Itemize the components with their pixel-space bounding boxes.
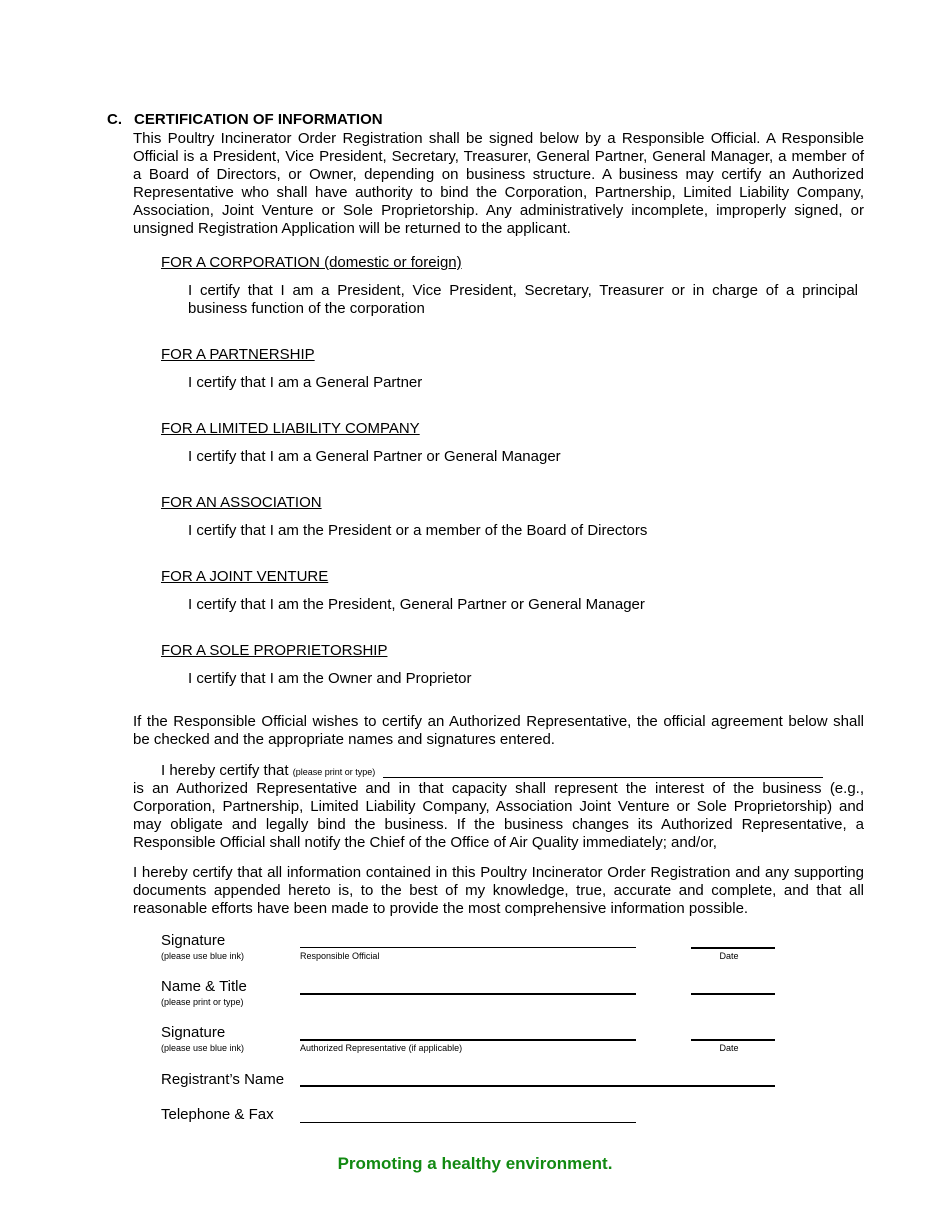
association-statement: I certify that I am the President or a member of the Board of Directors [188,522,648,539]
authorized-date-caption: Date [719,1043,739,1053]
final-certification-paragraph: I hereby certify that all information contained in this Poultry Incinerator Order Registration and any supporting documents appended hereto is, to the best of my knowledge, true, accurate and complete, and that all reasonable efforts have been made to provide the most comprehensive information possible. [133,864,864,917]
llc-statement: I certify that I am a General Partner or General Manager [188,448,561,465]
intro-paragraph: This Poultry Incinerator Order Registration shall be signed below by a Responsible Official. A Responsible Official is a President, Vice President, Secretary, Treasurer, General Partner, General Manager, a member of a Board of Directors, or Owner, depending on business structure. A business may certify an Authorized Representative who shall have authority to bind the Corporation, Partnership, Limited Liability Company, Association, Joint Venture or Sole Proprietorship. Any administratively incomplete, improperly signed, or unsigned Registration Application will be returned to the applicant. [133,130,864,237]
association-heading: FOR AN ASSOCIATION [161,494,322,511]
section-title: CERTIFICATION OF INFORMATION [134,111,383,128]
llc-heading: FOR A LIMITED LIABILITY COMPANY [161,420,420,437]
sole-proprietorship-heading: FOR A SOLE PROPRIETORSHIP [161,642,388,659]
joint-venture-statement: I certify that I am the President, General Partner or General Manager [188,596,645,613]
authorized-rep-signature-field[interactable] [300,1039,636,1041]
corporation-heading: FOR A CORPORATION (domestic or foreign) [161,254,462,271]
signature-hint: (please use blue ink) [161,951,245,961]
registrant-name-field[interactable] [300,1085,775,1087]
authorized-date-field[interactable] [691,1039,775,1041]
partnership-statement: I certify that I am a General Partner [188,374,423,391]
responsible-official-caption: Responsible Official [300,951,380,961]
section-letter: C. [107,111,122,128]
authorized-rep-name-field[interactable] [383,777,823,778]
registrant-name-label: Registrant’s Name [161,1071,285,1088]
name-title-date-field[interactable] [691,993,775,995]
authorized-rep-paragraph: is an Authorized Representative and in that capacity shall represent the interest of the business (e.g., Corporation, Partnership, Limited Liability Company, Association Joint Venture or Sole Proprietorship) and may obligate and legally bind the business. If the business changes its Authorized Representative, a Responsible Official shall notify the Chief of the Office of Air Quality immediately; and/or, [133,780,864,851]
joint-venture-heading: FOR A JOINT VENTURE [161,568,329,585]
name-title-label: Name & Title [161,978,247,995]
sole-proprietorship-statement: I certify that I am the Owner and Proprietor [188,670,472,687]
name-title-field[interactable] [300,993,636,995]
hereby-certify-line [161,762,375,779]
authorized-signature-label: Signature [161,1024,226,1041]
signature-date-field[interactable] [691,947,775,949]
partnership-heading: FOR A PARTNERSHIP [161,346,315,363]
name-title-hint: (please print or type) [161,997,244,1007]
authorized-rep-caption: Authorized Representative (if applicable) [300,1043,463,1053]
corporation-statement: I certify that I am a President, Vice President, Secretary, Treasurer or in charge of a principal business function of the corporation [188,282,858,317]
section-heading [107,111,383,128]
responsible-official-signature-field[interactable] [300,947,636,948]
signature-label: Signature [161,932,226,949]
authorized-signature-hint: (please use blue ink) [161,1043,245,1053]
footer-slogan: Promoting a healthy environment. [337,1154,613,1173]
hereby-hint: (please print or type) [292,767,376,777]
date-caption: Date [719,951,739,961]
authorized-rep-instruction: If the Responsible Official wishes to certify an Authorized Representative, the official agreement below shall be checked and the appropriate names and signatures entered. [133,713,864,748]
hereby-prefix: I hereby certify that [161,762,289,779]
telephone-fax-label: Telephone & Fax [161,1106,274,1123]
telephone-fax-field[interactable] [300,1122,636,1123]
